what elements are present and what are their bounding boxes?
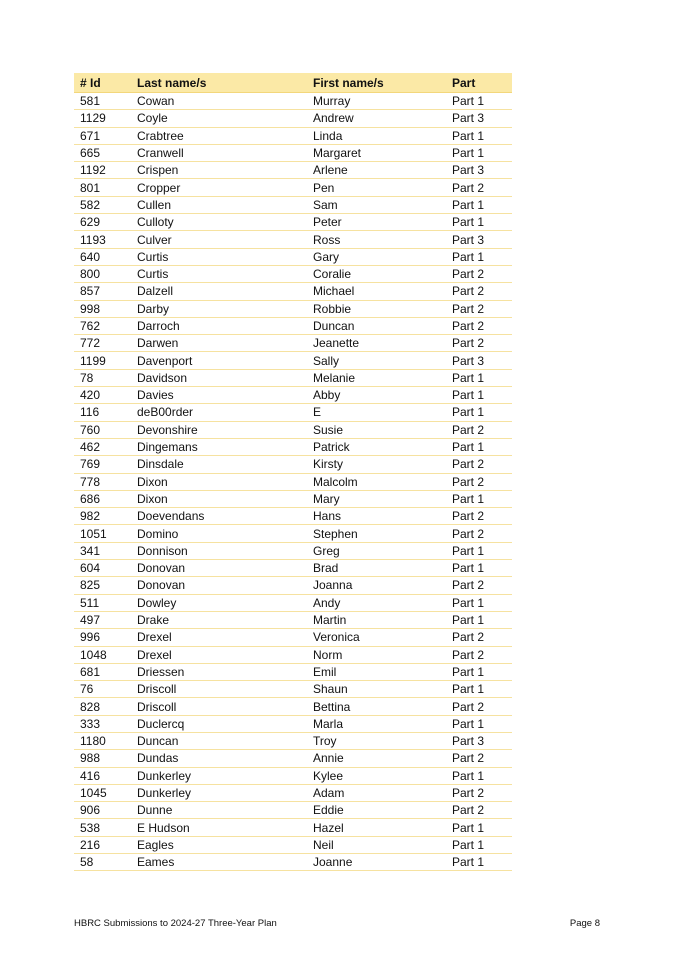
cell-id: 988	[74, 750, 131, 767]
table-row	[74, 162, 512, 179]
cell-first-name: Adam	[307, 784, 446, 801]
cell-first-name: Norm	[307, 646, 446, 663]
column-header-last-name: Last name/s	[131, 73, 307, 93]
cell-last-name: Driscoll	[131, 698, 307, 715]
cell-id: 1051	[74, 525, 131, 542]
table-row	[74, 231, 512, 248]
cell-part: Part 3	[446, 231, 512, 248]
cell-last-name: Driscoll	[131, 681, 307, 698]
table-row	[74, 110, 512, 127]
table-row	[74, 248, 512, 265]
cell-first-name: Neil	[307, 836, 446, 853]
cell-last-name: E Hudson	[131, 819, 307, 836]
cell-part: Part 1	[446, 854, 512, 871]
cell-last-name: Domino	[131, 525, 307, 542]
cell-first-name: Eddie	[307, 802, 446, 819]
cell-first-name: Peter	[307, 214, 446, 231]
cell-last-name: Drexel	[131, 629, 307, 646]
cell-part: Part 2	[446, 525, 512, 542]
cell-part: Part 3	[446, 110, 512, 127]
cell-id: 1192	[74, 162, 131, 179]
cell-last-name: Culver	[131, 231, 307, 248]
cell-id: 462	[74, 438, 131, 455]
cell-last-name: Cropper	[131, 179, 307, 196]
cell-first-name: Troy	[307, 732, 446, 749]
cell-first-name: Emil	[307, 663, 446, 680]
cell-id: 416	[74, 767, 131, 784]
cell-last-name: Culloty	[131, 214, 307, 231]
table-row	[74, 144, 512, 161]
table-row	[74, 854, 512, 871]
cell-id: 906	[74, 802, 131, 819]
cell-first-name: Michael	[307, 283, 446, 300]
cell-part: Part 1	[446, 387, 512, 404]
cell-id: 769	[74, 456, 131, 473]
cell-id: 671	[74, 127, 131, 144]
cell-part: Part 1	[446, 767, 512, 784]
cell-first-name: Greg	[307, 542, 446, 559]
cell-part: Part 1	[446, 663, 512, 680]
cell-part: Part 1	[446, 681, 512, 698]
cell-id: 629	[74, 214, 131, 231]
cell-last-name: Duclercq	[131, 715, 307, 732]
cell-first-name: Brad	[307, 560, 446, 577]
cell-first-name: Patrick	[307, 438, 446, 455]
cell-last-name: Davidson	[131, 369, 307, 386]
cell-part: Part 1	[446, 490, 512, 507]
cell-id: 511	[74, 594, 131, 611]
cell-first-name: Melanie	[307, 369, 446, 386]
cell-first-name: Kirsty	[307, 456, 446, 473]
cell-last-name: Cowan	[131, 93, 307, 110]
cell-id: 333	[74, 715, 131, 732]
cell-id: 341	[74, 542, 131, 559]
cell-first-name: Arlene	[307, 162, 446, 179]
cell-last-name: Eames	[131, 854, 307, 871]
cell-last-name: Dunne	[131, 802, 307, 819]
cell-first-name: Gary	[307, 248, 446, 265]
footer-page-number: Page 8	[569, 918, 600, 929]
table-row	[74, 300, 512, 317]
table-row	[74, 629, 512, 646]
cell-part: Part 1	[446, 93, 512, 110]
cell-part: Part 1	[446, 594, 512, 611]
cell-id: 996	[74, 629, 131, 646]
cell-id: 772	[74, 335, 131, 352]
cell-first-name: Marla	[307, 715, 446, 732]
cell-last-name: Darby	[131, 300, 307, 317]
table-row	[74, 646, 512, 663]
table-row	[74, 732, 512, 749]
cell-part: Part 2	[446, 629, 512, 646]
cell-id: 857	[74, 283, 131, 300]
cell-first-name: Malcolm	[307, 473, 446, 490]
cell-part: Part 2	[446, 750, 512, 767]
cell-first-name: Annie	[307, 750, 446, 767]
cell-part: Part 1	[446, 836, 512, 853]
cell-last-name: Dundas	[131, 750, 307, 767]
cell-part: Part 1	[446, 196, 512, 213]
table-row	[74, 836, 512, 853]
cell-part: Part 2	[446, 784, 512, 801]
table-row	[74, 767, 512, 784]
table-row	[74, 819, 512, 836]
cell-first-name: E	[307, 404, 446, 421]
table-row	[74, 715, 512, 732]
cell-id: 640	[74, 248, 131, 265]
cell-id: 604	[74, 560, 131, 577]
cell-id: 665	[74, 144, 131, 161]
cell-last-name: Curtis	[131, 248, 307, 265]
table-row	[74, 127, 512, 144]
cell-last-name: Donnison	[131, 542, 307, 559]
cell-part: Part 1	[446, 369, 512, 386]
cell-part: Part 3	[446, 732, 512, 749]
cell-first-name: Pen	[307, 179, 446, 196]
cell-id: 828	[74, 698, 131, 715]
cell-last-name: Dalzell	[131, 283, 307, 300]
cell-first-name: Linda	[307, 127, 446, 144]
cell-part: Part 2	[446, 698, 512, 715]
cell-part: Part 1	[446, 560, 512, 577]
table-row	[74, 525, 512, 542]
cell-last-name: Dunkerley	[131, 784, 307, 801]
cell-first-name: Andrew	[307, 110, 446, 127]
cell-last-name: Davenport	[131, 352, 307, 369]
cell-part: Part 1	[446, 715, 512, 732]
cell-id: 801	[74, 179, 131, 196]
cell-id: 825	[74, 577, 131, 594]
cell-last-name: Devonshire	[131, 421, 307, 438]
cell-id: 582	[74, 196, 131, 213]
cell-part: Part 2	[446, 421, 512, 438]
table-row	[74, 404, 512, 421]
table-row	[74, 560, 512, 577]
cell-id: 998	[74, 300, 131, 317]
cell-last-name: Darwen	[131, 335, 307, 352]
cell-last-name: Donovan	[131, 560, 307, 577]
cell-last-name: Davies	[131, 387, 307, 404]
cell-last-name: Coyle	[131, 110, 307, 127]
table-row	[74, 698, 512, 715]
cell-id: 1180	[74, 732, 131, 749]
table-row	[74, 611, 512, 628]
cell-first-name: Susie	[307, 421, 446, 438]
cell-last-name: Drexel	[131, 646, 307, 663]
cell-first-name: Sam	[307, 196, 446, 213]
cell-part: Part 2	[446, 473, 512, 490]
cell-id: 581	[74, 93, 131, 110]
cell-first-name: Joanne	[307, 854, 446, 871]
cell-first-name: Andy	[307, 594, 446, 611]
cell-first-name: Joanna	[307, 577, 446, 594]
cell-part: Part 1	[446, 144, 512, 161]
cell-first-name: Jeanette	[307, 335, 446, 352]
table-row	[74, 196, 512, 213]
cell-part: Part 2	[446, 646, 512, 663]
cell-first-name: Hazel	[307, 819, 446, 836]
cell-part: Part 2	[446, 179, 512, 196]
cell-part: Part 2	[446, 317, 512, 334]
cell-part: Part 1	[446, 819, 512, 836]
cell-first-name: Margaret	[307, 144, 446, 161]
cell-id: 1045	[74, 784, 131, 801]
cell-id: 76	[74, 681, 131, 698]
cell-id: 1129	[74, 110, 131, 127]
column-header-part: Part	[446, 73, 512, 93]
cell-id: 681	[74, 663, 131, 680]
cell-id: 1199	[74, 352, 131, 369]
cell-last-name: Drake	[131, 611, 307, 628]
cell-last-name: Dixon	[131, 473, 307, 490]
table-row	[74, 681, 512, 698]
cell-first-name: Martin	[307, 611, 446, 628]
cell-part: Part 1	[446, 214, 512, 231]
cell-part: Part 2	[446, 283, 512, 300]
cell-id: 497	[74, 611, 131, 628]
cell-part: Part 2	[446, 508, 512, 525]
cell-part: Part 2	[446, 456, 512, 473]
table-row	[74, 352, 512, 369]
cell-part: Part 3	[446, 352, 512, 369]
cell-id: 116	[74, 404, 131, 421]
cell-last-name: Dowley	[131, 594, 307, 611]
table-row	[74, 387, 512, 404]
column-header-first-name: First name/s	[307, 73, 446, 93]
table-row	[74, 317, 512, 334]
cell-first-name: Murray	[307, 93, 446, 110]
table-row	[74, 490, 512, 507]
cell-first-name: Veronica	[307, 629, 446, 646]
cell-last-name: Donovan	[131, 577, 307, 594]
table-row	[74, 594, 512, 611]
table-row	[74, 283, 512, 300]
table-row	[74, 508, 512, 525]
table-row	[74, 421, 512, 438]
cell-id: 762	[74, 317, 131, 334]
cell-first-name: Mary	[307, 490, 446, 507]
cell-first-name: Sally	[307, 352, 446, 369]
cell-first-name: Duncan	[307, 317, 446, 334]
table-row	[74, 93, 512, 110]
cell-first-name: Shaun	[307, 681, 446, 698]
cell-last-name: Driessen	[131, 663, 307, 680]
cell-id: 78	[74, 369, 131, 386]
cell-first-name: Bettina	[307, 698, 446, 715]
cell-last-name: Darroch	[131, 317, 307, 334]
cell-part: Part 1	[446, 542, 512, 559]
cell-id: 420	[74, 387, 131, 404]
cell-part: Part 1	[446, 438, 512, 455]
cell-last-name: Doevendans	[131, 508, 307, 525]
footer-document-title: HBRC Submissions to 2024-27 Three-Year Plan	[74, 918, 277, 929]
table-row	[74, 802, 512, 819]
cell-part: Part 1	[446, 127, 512, 144]
cell-part: Part 1	[446, 611, 512, 628]
table-row	[74, 214, 512, 231]
cell-last-name: Crabtree	[131, 127, 307, 144]
table-header	[74, 73, 512, 93]
cell-first-name: Hans	[307, 508, 446, 525]
table-row	[74, 663, 512, 680]
table-row	[74, 542, 512, 559]
cell-id: 216	[74, 836, 131, 853]
cell-id: 778	[74, 473, 131, 490]
table-row	[74, 473, 512, 490]
cell-first-name: Robbie	[307, 300, 446, 317]
cell-id: 1193	[74, 231, 131, 248]
table-row	[74, 369, 512, 386]
cell-id: 538	[74, 819, 131, 836]
cell-part: Part 2	[446, 802, 512, 819]
cell-last-name: Dixon	[131, 490, 307, 507]
header-row	[74, 73, 512, 93]
table-row	[74, 179, 512, 196]
cell-first-name: Stephen	[307, 525, 446, 542]
cell-part: Part 1	[446, 248, 512, 265]
cell-id: 982	[74, 508, 131, 525]
cell-id: 686	[74, 490, 131, 507]
cell-last-name: Dingemans	[131, 438, 307, 455]
cell-last-name: Eagles	[131, 836, 307, 853]
table-row	[74, 577, 512, 594]
table-row	[74, 438, 512, 455]
cell-id: 800	[74, 265, 131, 282]
table-body	[74, 93, 512, 871]
cell-last-name: Cranwell	[131, 144, 307, 161]
table-row	[74, 335, 512, 352]
column-header-id: # Id	[74, 73, 131, 93]
cell-id: 1048	[74, 646, 131, 663]
cell-last-name: Duncan	[131, 732, 307, 749]
cell-id: 58	[74, 854, 131, 871]
cell-last-name: Cullen	[131, 196, 307, 213]
cell-first-name: Ross	[307, 231, 446, 248]
table-row	[74, 784, 512, 801]
table-row	[74, 750, 512, 767]
cell-last-name: deB00rder	[131, 404, 307, 421]
cell-part: Part 1	[446, 404, 512, 421]
table-row	[74, 265, 512, 282]
cell-part: Part 2	[446, 300, 512, 317]
cell-part: Part 2	[446, 335, 512, 352]
cell-first-name: Kylee	[307, 767, 446, 784]
submissions-table	[74, 73, 512, 871]
cell-last-name: Dinsdale	[131, 456, 307, 473]
cell-part: Part 3	[446, 162, 512, 179]
cell-last-name: Dunkerley	[131, 767, 307, 784]
cell-part: Part 2	[446, 265, 512, 282]
table-row	[74, 456, 512, 473]
cell-last-name: Curtis	[131, 265, 307, 282]
cell-first-name: Coralie	[307, 265, 446, 282]
cell-first-name: Abby	[307, 387, 446, 404]
cell-id: 760	[74, 421, 131, 438]
cell-last-name: Crispen	[131, 162, 307, 179]
cell-part: Part 2	[446, 577, 512, 594]
